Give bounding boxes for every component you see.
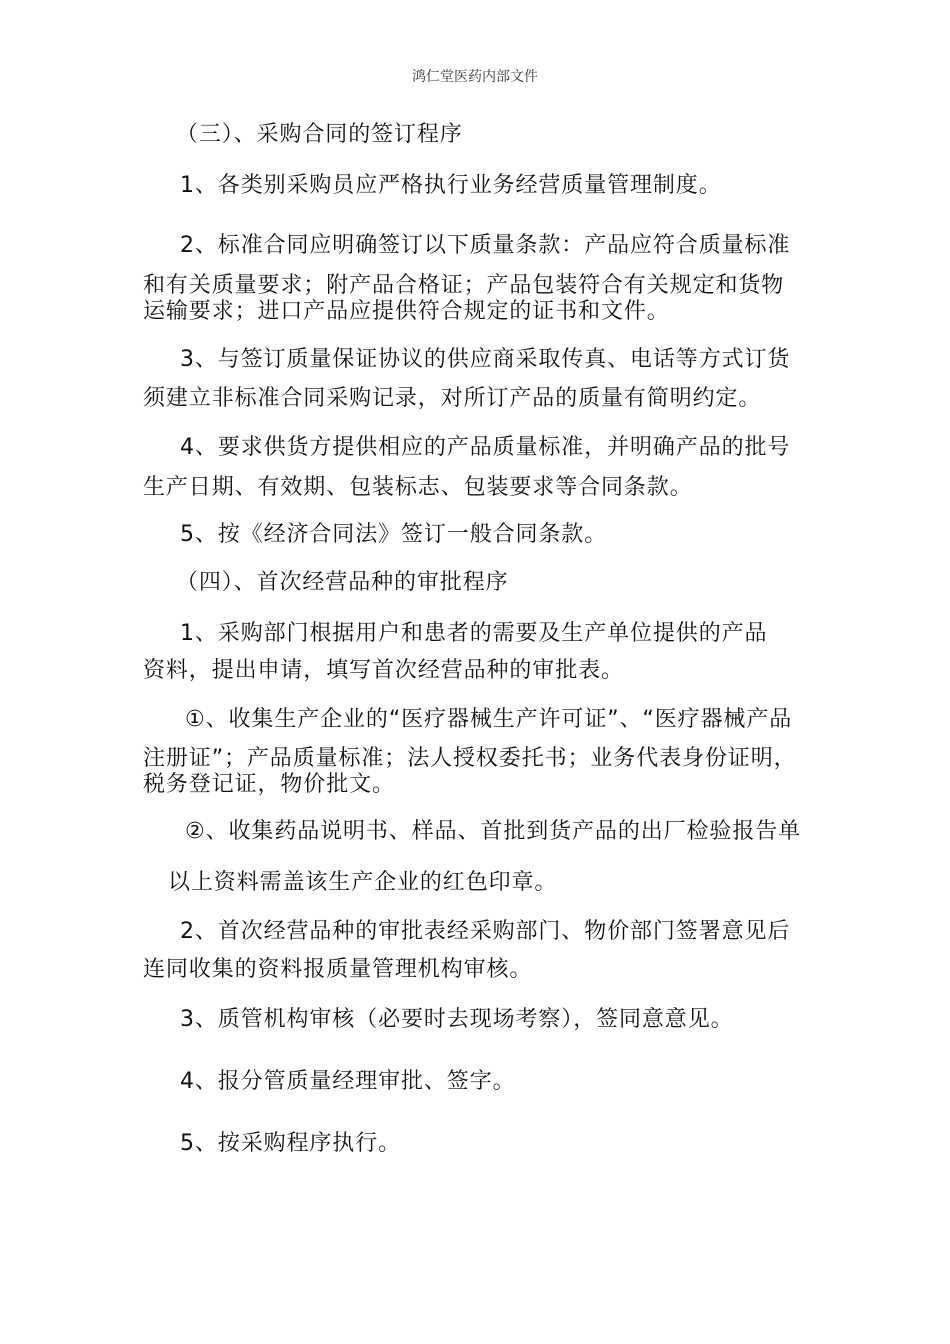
- paragraph-line: 2、标准合同应明确签订以下质量条款：产品应符合质量标准: [180, 233, 791, 258]
- paragraph-line: 5、按采购程序执行。: [180, 1131, 401, 1156]
- paragraph-line: 4、要求供货方提供相应的产品质量标准，并明确产品的批号: [180, 435, 791, 460]
- paragraph-line: 4、报分管质量经理审批、签字。: [180, 1069, 516, 1094]
- paragraph-line: ①、收集生产企业的“医疗器械生产许可证”、“医疗器械产品: [185, 707, 793, 732]
- paragraph-line: 1、各类别采购员应严格执行业务经营质量管理制度。: [180, 173, 722, 198]
- section-heading-3: （三）、采购合同的签订程序: [176, 122, 463, 147]
- paragraph-line: 注册证”；产品质量标准；法人授权委托书；业务代表身份证明，: [143, 746, 797, 771]
- paragraph-line: 5、按《经济合同法》签订一般合同条款。: [180, 522, 608, 547]
- section-heading-4: （四）、首次经营品种的审批程序: [176, 570, 509, 595]
- paragraph-line: 3、质管机构审核（必要时去现场考察），签同意意见。: [180, 1007, 734, 1032]
- paragraph-line: 税务登记证，物价批文。: [143, 772, 395, 797]
- paragraph-line: ②、收集药品说明书、样品、首批到货产品的出厂检验报告单: [185, 819, 802, 844]
- paragraph-line: 2、首次经营品种的审批表经采购部门、物价部门签署意见后: [180, 919, 791, 944]
- paragraph-line: 和有关质量要求；附产品合格证；产品包装符合有关规定和货物: [143, 273, 785, 298]
- paragraph-line: 连同收集的资料报质量管理机构审核。: [143, 957, 533, 982]
- paragraph-line: 以上资料需盖该生产企业的红色印章。: [168, 870, 558, 895]
- paragraph-line: 运输要求；进口产品应提供符合规定的证书和文件。: [143, 299, 670, 324]
- paragraph-line: 生产日期、有效期、包装标志、包装要求等合同条款。: [143, 475, 693, 500]
- paragraph-line: 资料，提出申请，填写首次经营品种的审批表。: [143, 658, 624, 683]
- paragraph-line: 须建立非标准合同采购记录，对所订产品的质量有简明约定。: [143, 386, 762, 411]
- page-header: 鸿仁堂医药内部文件: [412, 69, 538, 85]
- paragraph-line: 1、采购部门根据用户和患者的需要及生产单位提供的产品: [180, 621, 768, 646]
- paragraph-line: 3、与签订质量保证协议的供应商采取传真、电话等方式订货: [180, 347, 791, 372]
